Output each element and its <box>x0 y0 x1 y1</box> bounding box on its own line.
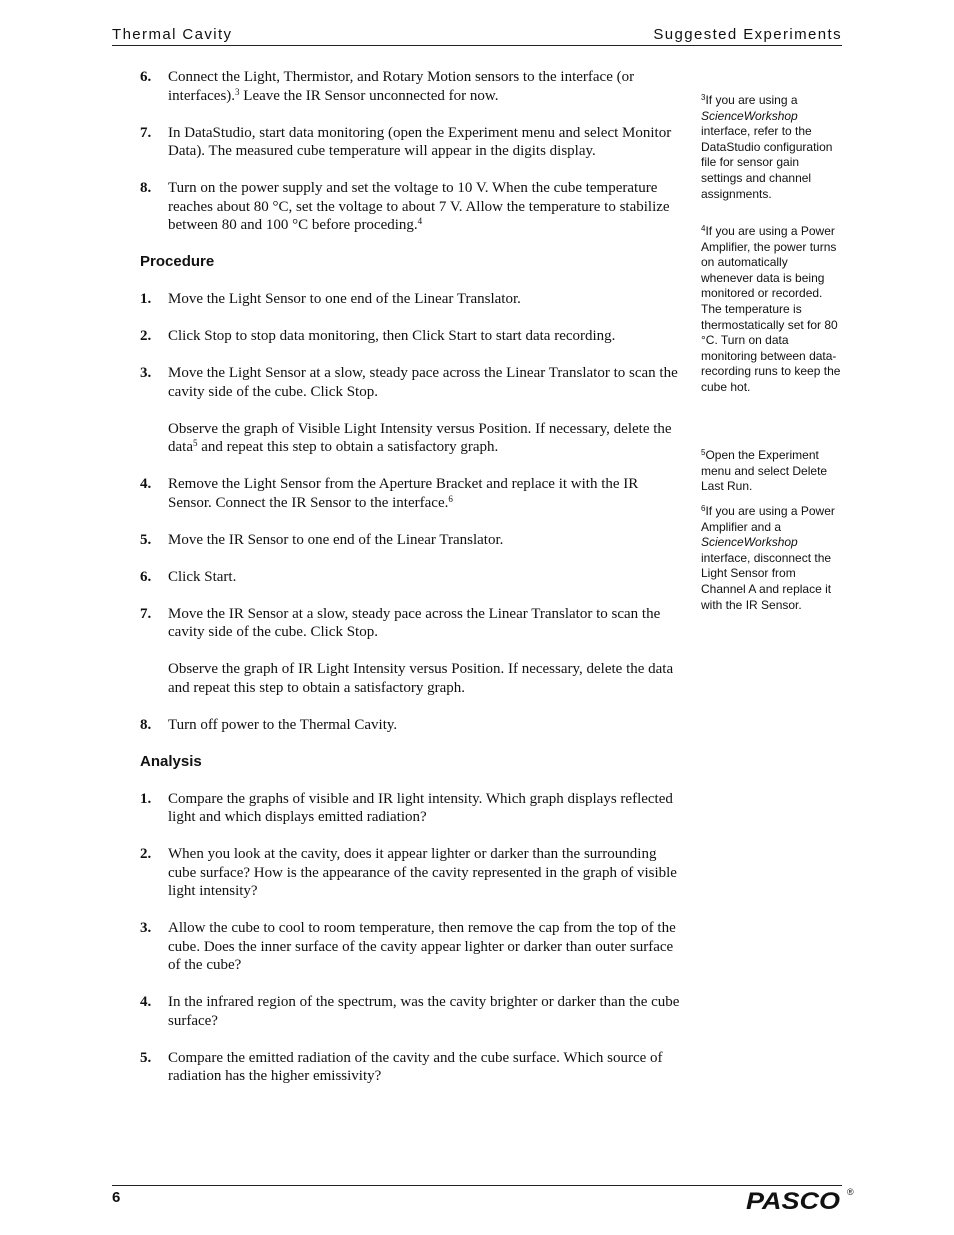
step-text-segment: Click Start. <box>168 568 237 585</box>
step-number: 2. <box>140 328 152 344</box>
step-text <box>168 531 680 550</box>
step-text <box>168 364 680 401</box>
step-text <box>168 568 680 587</box>
footnote-mark: 5 <box>701 448 706 457</box>
step-text <box>168 1049 680 1086</box>
footnote-reference: 5 <box>192 438 198 448</box>
analysis-heading: Analysis <box>140 752 202 770</box>
registered-mark: ® <box>847 1187 854 1197</box>
footnote-text: Open the Experiment menu and select Delete Last Run. <box>701 448 828 494</box>
step-text-segment: Connect the Light, Thermistor, and Rotary Motion sensors to the interface (or interfaces). <box>168 69 635 104</box>
setup-steps <box>140 68 680 235</box>
step-number: 5. <box>140 1049 152 1066</box>
step-number: 4. <box>140 994 152 1010</box>
footnote-text: If you are using a <box>705 93 798 107</box>
step-text <box>168 327 680 346</box>
footnote-text: interface, refer to the DataStudio configuration file for sensor gain settings and channel assignments. <box>701 124 833 201</box>
numbered-step <box>140 605 680 698</box>
procedure-heading: Procedure <box>140 253 215 270</box>
footnote-emphasis: ScienceWorkshop <box>701 108 798 123</box>
footnote-reference: 6 <box>448 493 453 504</box>
step-text <box>168 919 680 975</box>
footnote-5 <box>701 448 843 495</box>
step-text-segment: When you look at the cavity, does it appear lighter or darker than the surrounding cube surface? How is the appearance of the cavity represented in the graph of visible light intensity? <box>168 846 677 899</box>
step-text-segment: Remove the Light Sensor from the Aperture Bracket and replace it with the IR Sensor. Connect the IR Sensor to the interface. <box>168 476 639 511</box>
procedure-steps <box>140 290 680 734</box>
step-number: 1. <box>140 790 152 807</box>
step-text <box>168 475 680 512</box>
step-text <box>168 993 680 1030</box>
step-text-segment: Allow the cube to cool to room temperature, then remove the cap from the top of the cube. Does the inner surface of the cavity appear lighter or darker than outer surface of the cube? <box>168 920 676 973</box>
header-title: Thermal Cavity <box>112 26 233 43</box>
step-text-segment: Compare the graphs of visible and IR light intensity. Which graph displays reflected light and which displays emitted radiation? <box>168 790 673 825</box>
step-number: 2. <box>140 846 152 862</box>
main-column <box>140 68 680 1104</box>
numbered-step <box>140 1049 680 1086</box>
footnote-reference: 4 <box>417 216 423 226</box>
analysis-steps <box>140 790 680 1086</box>
step-number: 8. <box>140 716 152 733</box>
numbered-step <box>140 475 680 512</box>
footnote-3 <box>701 93 843 202</box>
step-text <box>168 605 680 642</box>
step-text-segment: Observe the graph of Visible Light Intensity versus Position. If necessary, delete the data <box>168 420 672 455</box>
pasco-logo-text: PASCO <box>746 1188 841 1212</box>
step-text <box>168 790 680 827</box>
step-text-segment: In the infrared region of the spectrum, was the cavity brighter or darker than the cube surface? <box>168 994 680 1029</box>
step-text <box>168 179 680 235</box>
numbered-step <box>140 290 680 309</box>
footnote-text: interface, disconnect the Light Sensor from Channel A and replace it with the IR Sensor. <box>701 550 832 612</box>
pasco-logo <box>744 1188 844 1212</box>
step-number: 1. <box>140 291 152 307</box>
step-number: 7. <box>140 605 152 622</box>
page-header <box>112 25 842 46</box>
footnote-emphasis: ScienceWorkshop <box>701 535 798 550</box>
footnote-text: If you are using a Power Amplifier, the power turns on automatically whenever data is being monitored or recorded. The temperature is thermostatically set for 80 °C. Turn on data monitoring between data-recording runs to keep the cube hot. <box>701 224 841 394</box>
step-text-segment: Leave the IR Sensor unconnected for now. <box>239 87 499 104</box>
numbered-step <box>140 68 680 105</box>
footnote-reference: 3 <box>235 86 240 97</box>
page-footer <box>112 1185 842 1212</box>
numbered-step <box>140 568 680 587</box>
footnote-text: If you are using a Power Amplifier and a <box>701 504 835 534</box>
footnote-mark: 6 <box>701 504 706 513</box>
step-text <box>168 420 680 457</box>
footnote-mark: 3 <box>701 93 706 102</box>
step-text <box>168 68 680 105</box>
step-text <box>168 716 680 735</box>
numbered-step <box>140 919 680 975</box>
step-text-segment: Turn off power to the Thermal Cavity. <box>168 716 398 733</box>
step-text-segment: Turn on the power supply and set the voltage to 10 V. When the cube temperature reaches about 80 °C, set the voltage to about 7 V. Allow the temperature to stabilize between 80 and 100 °C before proceding. <box>168 180 670 233</box>
footnote-mark: 4 <box>701 224 706 233</box>
step-text <box>168 845 680 901</box>
step-number: 7. <box>140 124 152 141</box>
step-text-segment: Move the Light Sensor to one end of the Linear Translator. <box>168 291 521 307</box>
step-number: 6. <box>140 69 152 85</box>
numbered-step <box>140 531 680 550</box>
footnote-4 <box>701 224 843 396</box>
step-text-segment: Move the IR Sensor to one end of the Linear Translator. <box>168 531 504 548</box>
numbered-step <box>140 845 680 901</box>
step-text <box>168 660 680 697</box>
step-text <box>168 290 680 309</box>
step-number: 8. <box>140 180 152 196</box>
step-number: 3. <box>140 365 152 381</box>
footnote-6 <box>701 504 843 613</box>
numbered-step <box>140 790 680 827</box>
step-number: 4. <box>140 476 152 492</box>
step-number: 3. <box>140 920 152 936</box>
step-text-segment: and repeat this step to obtain a satisfactory graph. <box>197 439 499 455</box>
numbered-step <box>140 124 680 161</box>
step-text-segment: Observe the graph of IR Light Intensity versus Position. If necessary, delete the data and repeat this step to obtain a satisfactory graph. <box>168 661 674 696</box>
step-text-segment: Move the IR Sensor at a slow, steady pace across the Linear Translator to scan the cavity side of the cube. Click Stop. <box>168 605 661 640</box>
numbered-step <box>140 993 680 1030</box>
step-text-segment: Compare the emitted radiation of the cavity and the cube surface. Which source of radiation has the higher emissivity? <box>168 1049 663 1084</box>
step-text-segment: Move the Light Sensor at a slow, steady pace across the Linear Translator to scan the cavity side of the cube. Click Stop. <box>168 365 678 400</box>
step-text-segment: Click Stop to stop data monitoring, then Click Start to start data recording. <box>168 328 616 344</box>
step-text <box>168 124 680 161</box>
numbered-step <box>140 716 680 735</box>
header-section: Suggested Experiments <box>653 26 842 43</box>
numbered-step <box>140 364 680 457</box>
step-text-segment: In DataStudio, start data monitoring (open the Experiment menu and select Monitor Data). The measured cube temperature will appear in the digits display. <box>168 124 672 159</box>
numbered-step <box>140 179 680 235</box>
step-number: 6. <box>140 568 152 585</box>
step-number: 5. <box>140 531 152 548</box>
numbered-step <box>140 327 680 346</box>
page-number: 6 <box>112 1189 121 1206</box>
